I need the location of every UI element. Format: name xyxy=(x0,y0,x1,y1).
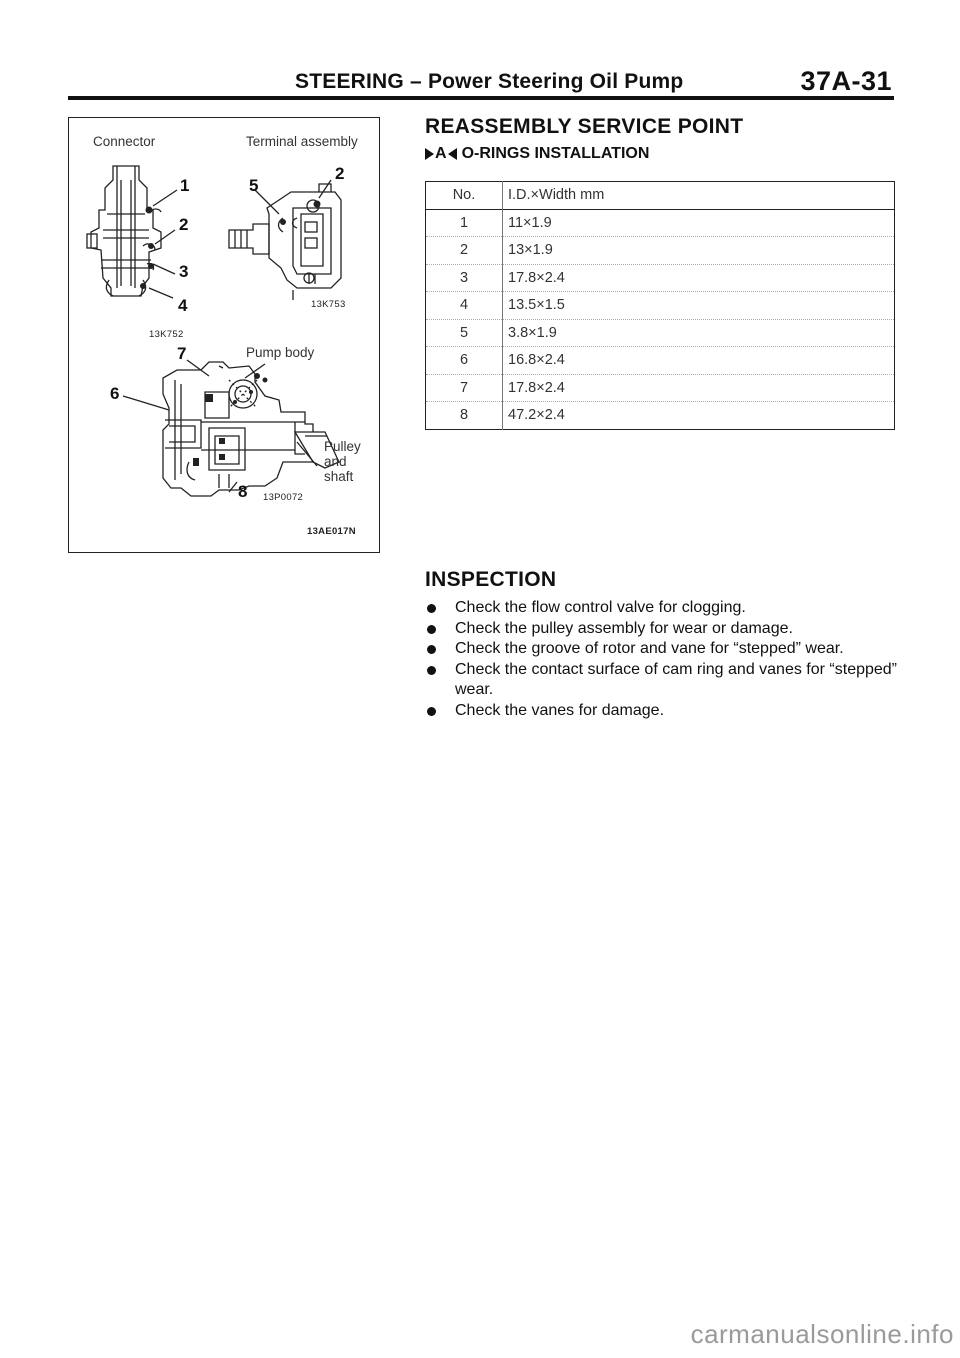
table-row xyxy=(426,264,895,292)
callout-3: 3 xyxy=(179,262,189,281)
list-item: Check the flow control valve for clogging. xyxy=(425,598,900,619)
table-row xyxy=(426,374,895,402)
callout-6: 6 xyxy=(110,384,120,403)
inspection-list xyxy=(425,598,900,721)
cell-no: 8 xyxy=(426,402,503,430)
callout-8: 8 xyxy=(238,482,248,501)
table-body xyxy=(426,209,895,429)
header-rule xyxy=(68,96,894,100)
cell-no: 1 xyxy=(426,209,503,237)
cell-no: 6 xyxy=(426,347,503,375)
table-header-row xyxy=(426,182,895,210)
right-triangle-icon xyxy=(425,148,434,160)
table-row xyxy=(426,209,895,237)
cell-id-width: 17.8×2.4 xyxy=(508,379,565,396)
label-pulley-line2: and xyxy=(324,454,347,469)
terminal-assembly-drawing xyxy=(229,184,341,288)
page-number: 37A-31 xyxy=(800,66,892,96)
label-pump-body: Pump body xyxy=(246,345,315,360)
table-row xyxy=(426,319,895,347)
cell-no: 4 xyxy=(426,292,503,320)
left-triangle-icon xyxy=(448,148,457,160)
cell-id-width: 11×1.9 xyxy=(508,214,552,231)
header-title-separator: – xyxy=(410,70,422,93)
callout-2-terminal: 2 xyxy=(335,164,345,183)
inspection-section-title: INSPECTION xyxy=(425,568,557,591)
cell-id-width: 13×1.9 xyxy=(508,242,553,259)
label-pulley-line1: Pulley xyxy=(324,439,361,454)
footer-watermark: carmanualsonline.info xyxy=(690,1319,954,1349)
cell-no: 3 xyxy=(426,264,503,292)
label-pulley-line3: shaft xyxy=(324,469,354,484)
page-header-title xyxy=(295,70,683,94)
code-terminal: 13K753 xyxy=(311,299,346,310)
oring-size-table xyxy=(425,181,895,430)
header-title-sub: Power Steering Oil Pump xyxy=(427,70,684,93)
label-connector: Connector xyxy=(93,134,156,149)
list-item: Check the contact surface of cam ring and vanes for “stepped” wear. xyxy=(425,660,900,701)
code-pump: 13P0072 xyxy=(263,492,304,503)
orings-installation-subtitle xyxy=(425,145,649,163)
header-no: No. xyxy=(426,182,503,210)
table-row xyxy=(426,347,895,375)
list-item: Check the groove of rotor and vane for “stepped” wear. xyxy=(425,639,900,660)
callout-7: 7 xyxy=(177,344,187,363)
cell-id-width: 47.2×2.4 xyxy=(508,407,565,424)
callout-1: 1 xyxy=(180,176,190,195)
header-id-width: I.D.×Width mm xyxy=(508,187,605,204)
connector-drawing xyxy=(87,166,161,296)
label-pulley-and-shaft xyxy=(324,439,361,484)
pump-diagram-figure xyxy=(68,117,380,553)
reassembly-section-title: REASSEMBLY SERVICE POINT xyxy=(425,115,744,138)
cell-id-width: 16.8×2.4 xyxy=(508,352,565,369)
cell-no: 2 xyxy=(426,237,503,265)
label-terminal-assembly: Terminal assembly xyxy=(246,134,358,149)
pump-body-drawing xyxy=(163,362,339,496)
list-item: Check the pulley assembly for wear or damage. xyxy=(425,619,900,640)
cell-id-width: 13.5×1.5 xyxy=(508,297,565,314)
table-row xyxy=(426,237,895,265)
cell-id-width: 17.8×2.4 xyxy=(508,269,565,286)
subtitle-text: O-RINGS INSTALLATION xyxy=(461,145,650,162)
callout-4: 4 xyxy=(178,296,188,315)
callout-5: 5 xyxy=(249,176,259,195)
cell-no: 7 xyxy=(426,374,503,402)
code-figure: 13AE017N xyxy=(307,526,356,537)
cell-no: 5 xyxy=(426,319,503,347)
service-mark-letter: A xyxy=(435,145,447,162)
callout-2: 2 xyxy=(179,215,189,234)
table-row xyxy=(426,402,895,430)
cell-id-width: 3.8×1.9 xyxy=(508,324,557,341)
code-connector: 13K752 xyxy=(149,329,184,340)
list-item: Check the vanes for damage. xyxy=(425,701,900,722)
header-title-main: STEERING xyxy=(295,70,404,93)
table-row xyxy=(426,292,895,320)
